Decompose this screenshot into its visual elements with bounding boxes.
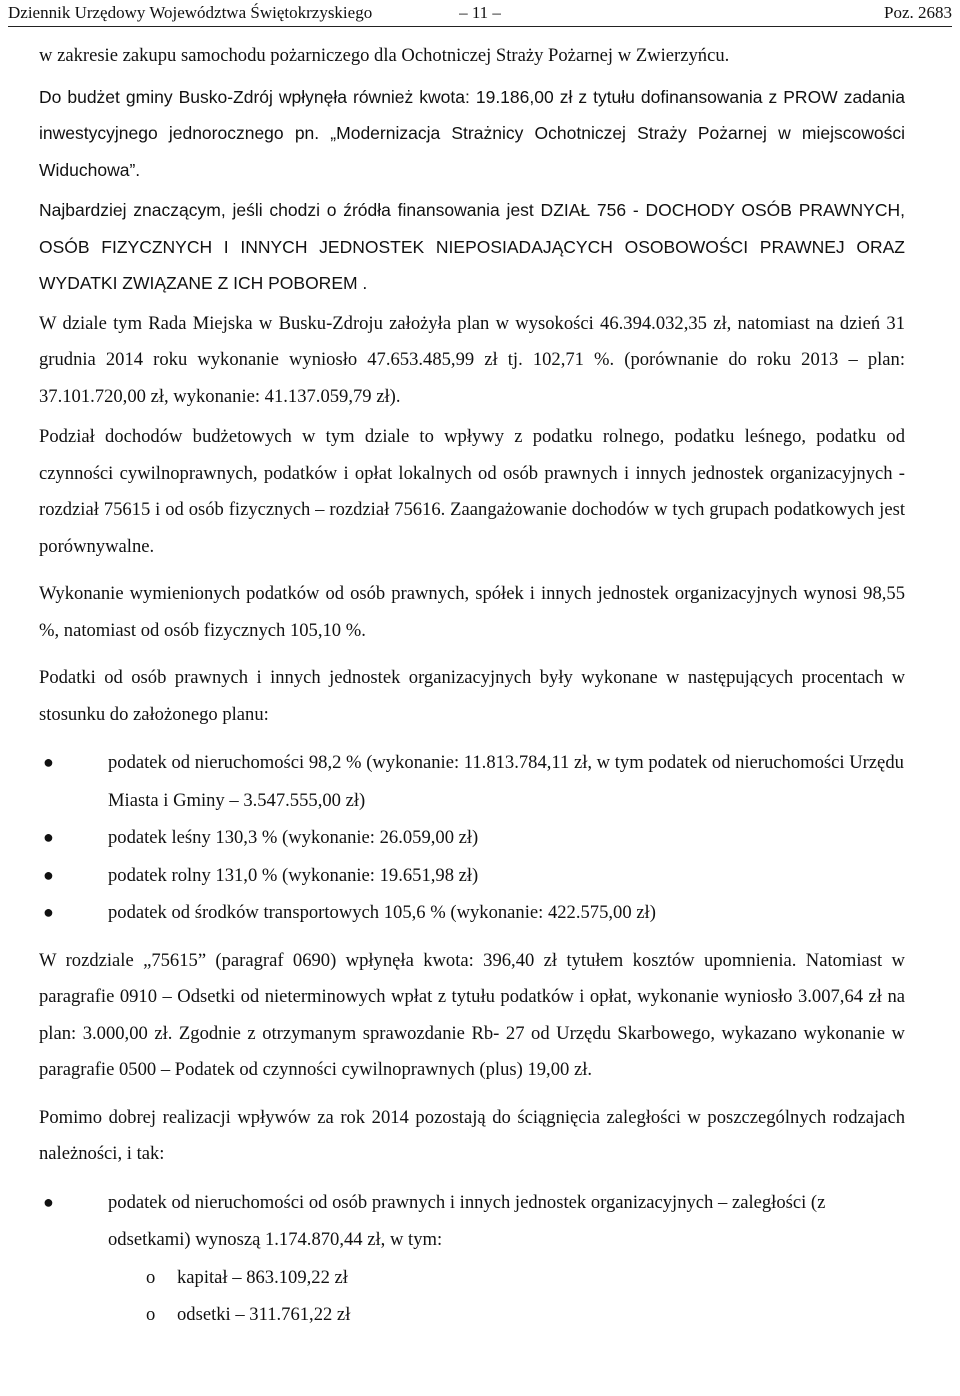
arrears-list — [39, 1184, 905, 1259]
bullet-icon: ● — [43, 1191, 54, 1212]
header-divider — [8, 26, 952, 27]
list-item: o odsetki – 311.761,22 zł — [39, 1296, 905, 1334]
sub-bullet-icon: o — [146, 1266, 156, 1288]
document-body — [39, 38, 905, 1334]
position-number: Poz. 2683 — [884, 3, 952, 22]
list-item: ● podatek od nieruchomości 98,2 % (wykonanie: 11.813.784,11 zł, w tym podatek od nieruchomości Urzędu Miasta i Gminy – 3.547.555,00 zł) — [39, 744, 905, 819]
paragraph-fire-truck: w zakresie zakupu samochodu pożarniczego dla Ochotniczej Straży Pożarnej w Zwierzyńcu. — [39, 45, 730, 66]
paragraph-revenue-split: Podział dochodów budżetowych w tym dziale to wpływy z podatku rolnego, podatku leśnego, podatku od czynności cywilnoprawnych, podatków i opłat lokalnych od osób prawnych i innych jednostek organizacyjnych - rozdział 75615 i od osób fizycznych – rozdział 75616. Zaangażowanie dochodów w tych grupach podatkowych jest porównywalne. — [39, 426, 905, 557]
paragraph-tax-execution: Wykonanie wymienionych podatków od osób prawnych, spółek i innych jednostek organizacyjnych wynosi 98,55 %, natomiast od osób fizycznych 105,10 %. — [39, 583, 905, 641]
list-item: ● podatek leśny 130,3 % (wykonanie: 26.059,00 zł) — [39, 819, 905, 857]
paragraph-chapter-75615: W rozdziale „75615” (paragraf 0690) wpłynęła kwota: 396,40 zł tytułem kosztów upomnienia. Natomiast w paragrafie 0910 – Odsetki od nieterminowych wpłat z tytułu podatków i opłat, wykonanie wyniosło 3.007,64 zł na plan: 3.000,00 zł. Zgodnie z otrzymanym sprawozdanie Rb- 27 od Urzędu Skarbowego, wykazano wykonanie w paragrafie 0500 – Podatek od czynności cywilnoprawnych (plus) 19,00 zł. — [39, 949, 905, 1080]
page-header — [8, 2, 952, 26]
page-number: – 11 – — [459, 3, 501, 22]
paragraph-department-756: Najbardziej znaczącym, jeśli chodzi o źródła finansowania jest DZIAŁ 756 - DOCHODY OSÓB PRAWNYCH, OSÓB FIZYCZNYCH I INNYCH JEDNOSTEK NIEPOSIADAJĄCYCH OSOBOWOŚCI PRAWNEJ ORAZ WYDATKI ZWIĄZANE Z ICH POBOREM . — [39, 200, 905, 293]
list-item: ● podatek od środków transportowych 105,6 % (wykonanie: 422.575,00 zł) — [39, 894, 905, 932]
tax-list — [39, 744, 905, 932]
paragraph-arrears: Pomimo dobrej realizacji wpływów za rok 2014 pozostają do ściągnięcia zaległości w poszczególnych rodzajach należności, i tak: — [39, 1106, 905, 1164]
list-item: o kapitał – 863.109,22 zł — [39, 1259, 905, 1297]
bullet-icon: ● — [43, 752, 54, 772]
paragraph-plan-execution: W dziale tym Rada Miejska w Busku-Zdroju założyła plan w wysokości 46.394.032,35 zł, natomiast na dzień 31 grudnia 2014 roku wykonanie wyniosło 47.653.485,99 zł tj. 102,71 %. (porównanie do roku 2013 – plan: 37.101.720,00 zł, wykonanie: 41.137.059,79 zł). — [39, 312, 905, 407]
list-item: ● podatek od nieruchomości od osób prawnych i innych jednostek organizacyjnych – zaległości (z odsetkami) wynoszą 1.174.870,44 zł, w tym: — [39, 1184, 905, 1259]
paragraph-prow-funding: Do budżet gminy Busko-Zdrój wpłynęła również kwota: 19.186,00 zł z tytułu dofinansowania z PROW zadania inwestycyjnego jednorocznego pn. „Modernizacja Strażnicy Ochotniczej Straży Pożarnej w miejscowości Widuchowa”. — [39, 86, 905, 180]
list-item: ● podatek rolny 131,0 % (wykonanie: 19.651,98 zł) — [39, 857, 905, 895]
journal-title: Dziennik Urzędowy Województwa Świętokrzyskiego — [8, 3, 373, 22]
bullet-icon: ● — [43, 827, 54, 847]
sub-bullet-icon: o — [146, 1304, 156, 1325]
arrears-sub-list — [39, 1259, 905, 1334]
paragraph-tax-percentages: Podatki od osób prawnych i innych jednostek organizacyjnych były wykonane w następujących procentach w stosunku do założonego planu: — [39, 667, 905, 725]
bullet-icon: ● — [43, 864, 54, 885]
bullet-icon: ● — [43, 902, 54, 922]
